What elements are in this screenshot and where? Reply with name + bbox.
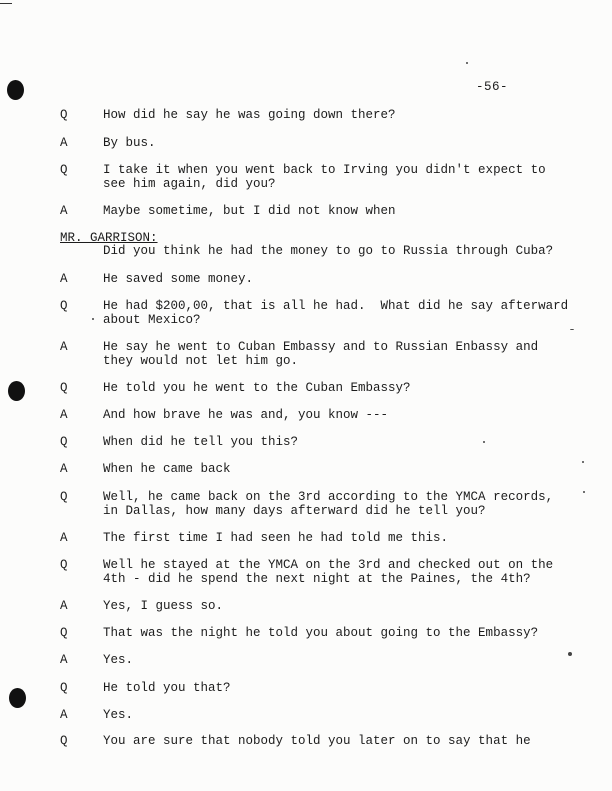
speaker-label: Q — [60, 163, 68, 177]
punch-hole-top — [7, 80, 24, 100]
speaker-label: Q — [60, 490, 68, 504]
question-text: 4th - did he spend the next night at the Paines, the 4th? — [103, 572, 531, 586]
speaker-label: A — [60, 340, 68, 354]
question-text: He told you that? — [103, 681, 231, 695]
speaker-label: A — [60, 708, 68, 722]
question-text: Well he stayed at the YMCA on the 3rd and checked out on the — [103, 558, 554, 572]
answer-text: And how brave he was and, you know --- — [103, 408, 389, 422]
speaker-name-garrison: MR. GARRISON: — [60, 231, 158, 245]
speck — [570, 329, 574, 330]
question-text: about Mexico? — [103, 313, 201, 327]
punch-hole-middle — [8, 381, 25, 401]
answer-text: Yes, I guess so. — [103, 599, 224, 613]
speaker-label: Q — [60, 681, 68, 695]
top-edge-mark — [0, 3, 12, 4]
speck — [568, 652, 572, 656]
question-text: He told you he went to the Cuban Embassy? — [103, 381, 411, 395]
speck — [466, 62, 468, 64]
speaker-label: Q — [60, 381, 68, 395]
speaker-label: A — [60, 204, 68, 218]
speaker-label: Q — [60, 435, 68, 449]
speck — [483, 441, 485, 443]
question-text: I take it when you went back to Irving you didn't expect to — [103, 163, 546, 177]
speaker-label: A — [60, 408, 68, 422]
speaker-label: A — [60, 462, 68, 476]
speaker-label: Q — [60, 734, 68, 748]
answer-text: Yes. — [103, 708, 134, 722]
answer-text: Maybe sometime, but I did not know when — [103, 204, 396, 218]
question-text: How did he say he was going down there? — [103, 108, 396, 122]
speaker-label: Q — [60, 558, 68, 572]
answer-text: He say he went to Cuban Embassy and to Russian Enbassy and — [103, 340, 539, 354]
question-text: Did you think he had the money to go to Russia through Cuba? — [103, 244, 554, 258]
question-text: You are sure that nobody told you later on to say that he — [103, 734, 531, 748]
answer-text: When he came back — [103, 462, 231, 476]
question-text: in Dallas, how many days afterward did he tell you? — [103, 504, 486, 518]
speck — [92, 318, 94, 320]
answer-text: The first time I had seen he had told me this. — [103, 531, 449, 545]
speaker-label: A — [60, 136, 68, 150]
question-text: That was the night he told you about going to the Embassy? — [103, 626, 539, 640]
question-text: Well, he came back on the 3rd according to the YMCA records, — [103, 490, 554, 504]
speaker-label: Q — [60, 299, 68, 313]
answer-text: they would not let him go. — [103, 354, 299, 368]
speaker-label: A — [60, 599, 68, 613]
speck — [583, 491, 585, 493]
page-number: -56- — [476, 80, 509, 94]
speaker-label: A — [60, 653, 68, 667]
answer-text: Yes. — [103, 653, 134, 667]
speck — [582, 461, 584, 463]
speaker-label: A — [60, 531, 68, 545]
question-text: He had $200,00, that is all he had. What did he say afterward — [103, 299, 569, 313]
question-text: When did he tell you this? — [103, 435, 299, 449]
question-text: see him again, did you? — [103, 177, 276, 191]
answer-text: By bus. — [103, 136, 156, 150]
speaker-label: Q — [60, 108, 68, 122]
speaker-label: Q — [60, 626, 68, 640]
punch-hole-bottom — [9, 688, 26, 708]
answer-text: He saved some money. — [103, 272, 254, 286]
speaker-label: A — [60, 272, 68, 286]
